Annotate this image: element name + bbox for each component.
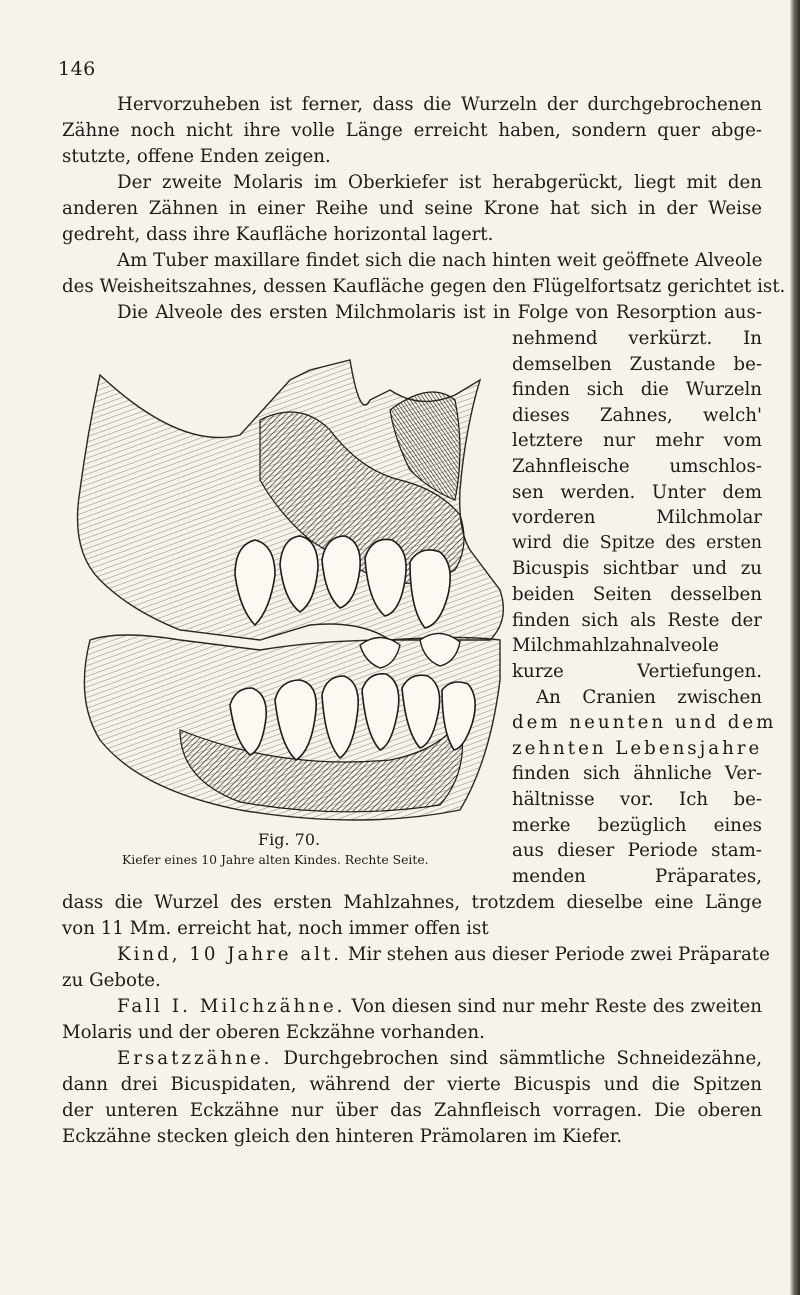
case-heading: Kind, 10 Jahre alt. bbox=[117, 944, 343, 965]
section-label-milchzaehne: Fall I. Milchzähne. bbox=[117, 996, 346, 1017]
figure-caption: Kiefer eines 10 Jahre alten Kindes. Rechte Seite. bbox=[122, 852, 429, 867]
text-line: dann drei Bicuspidaten, während der vierte Bicuspis und die Spitzen bbox=[62, 1074, 762, 1095]
side-text-line: An Cranien zwischen bbox=[536, 687, 762, 708]
side-text-line: Zahnfleische umschlos- bbox=[512, 456, 762, 477]
side-text-line: zehnten Lebensjahre bbox=[512, 738, 763, 759]
text-line: anderen Zähnen in einer Reihe und seine Krone hat sich in der Weise bbox=[62, 198, 762, 219]
side-text-line: sen werden. Unter dem bbox=[512, 482, 762, 503]
text-line: dass die Wurzel des ersten Mahlzahnes, trotzdem dieselbe eine Länge bbox=[62, 892, 762, 913]
text-line: Hervorzuheben ist ferner, dass die Wurzeln der durchgebrochenen bbox=[117, 94, 762, 115]
side-text-line: finden sich ähnliche Ver- bbox=[512, 763, 762, 784]
text-line: Die Alveole des ersten Milchmolaris ist in Folge von Resorption aus- bbox=[117, 302, 762, 323]
side-text-line: kurze Vertiefungen. bbox=[512, 661, 762, 682]
text-line: Kind, 10 Jahre alt. Mir stehen aus dieser Periode zwei Präparate bbox=[117, 944, 770, 965]
text-line: Fall I. Milchzähne. Von diesen sind nur mehr Reste des zweiten bbox=[117, 996, 762, 1017]
side-text-line: hältnisse vor. Ich be- bbox=[512, 789, 762, 810]
text-line: zu Gebote. bbox=[62, 970, 161, 991]
side-text-line: finden sich als Reste der bbox=[512, 610, 762, 631]
figure-label: Fig. 70. bbox=[258, 830, 321, 849]
side-text-line: dieses Zahnes, welch' bbox=[512, 405, 762, 426]
text-line: Eckzähne stecken gleich den hinteren Prämolaren im Kiefer. bbox=[62, 1126, 623, 1147]
text-line: stutzte, offene Enden zeigen. bbox=[62, 146, 331, 167]
side-text-line: beiden Seiten desselben bbox=[512, 584, 762, 605]
side-text-line: merke bezüglich eines bbox=[512, 815, 762, 836]
text-line: Zähne noch nicht ihre volle Länge erreicht haben, sondern quer abge- bbox=[62, 120, 762, 141]
side-text-line: nehmend verkürzt. In bbox=[512, 328, 762, 349]
side-text-line: aus dieser Periode stam- bbox=[512, 840, 762, 861]
section-label-ersatzzaehne: Ersatzzähne. bbox=[117, 1048, 273, 1069]
page-edge-shadow bbox=[790, 0, 800, 1295]
text-line: der unteren Eckzähne nur über das Zahnfleisch vorragen. Die oberen bbox=[62, 1100, 762, 1121]
side-text-line: demselben Zustande be- bbox=[512, 354, 762, 375]
text-line: gedreht, dass ihre Kaufläche horizontal lagert. bbox=[62, 224, 494, 245]
figure-jaw-engraving bbox=[60, 340, 522, 870]
page-number: 146 bbox=[58, 58, 96, 80]
side-text-line: wird die Spitze des ersten bbox=[512, 533, 762, 553]
side-text-line: menden Präparates, bbox=[512, 866, 762, 887]
side-text-line: dem neunten und dem bbox=[512, 712, 777, 733]
jaw-illustration bbox=[60, 340, 522, 830]
text-line: Molaris und der oberen Eckzähne vorhanden. bbox=[62, 1022, 485, 1043]
side-text-line: vorderen Milchmolar bbox=[512, 507, 762, 528]
side-text-line: letztere nur mehr vom bbox=[512, 430, 762, 451]
side-text-line: finden sich die Wurzeln bbox=[512, 379, 762, 400]
side-text-line: Milchmahlzahnalveole bbox=[512, 635, 719, 656]
text-line: Ersatzzähne. Durchgebrochen sind sämmtliche Schneidezähne, bbox=[117, 1048, 762, 1069]
side-text-line: Bicuspis sichtbar und zu bbox=[512, 558, 762, 579]
text-line: Der zweite Molaris im Oberkiefer ist herabgerückt, liegt mit den bbox=[117, 172, 762, 193]
text-line: Am Tuber maxillare findet sich die nach hinten weit geöffnete Alveole bbox=[117, 250, 763, 271]
text-line: des Weisheitszahnes, dessen Kaufläche gegen den Flügelfortsatz gerichtet ist. bbox=[62, 276, 786, 297]
text-line: von 11 Mm. erreicht hat, noch immer offen ist bbox=[62, 918, 489, 939]
